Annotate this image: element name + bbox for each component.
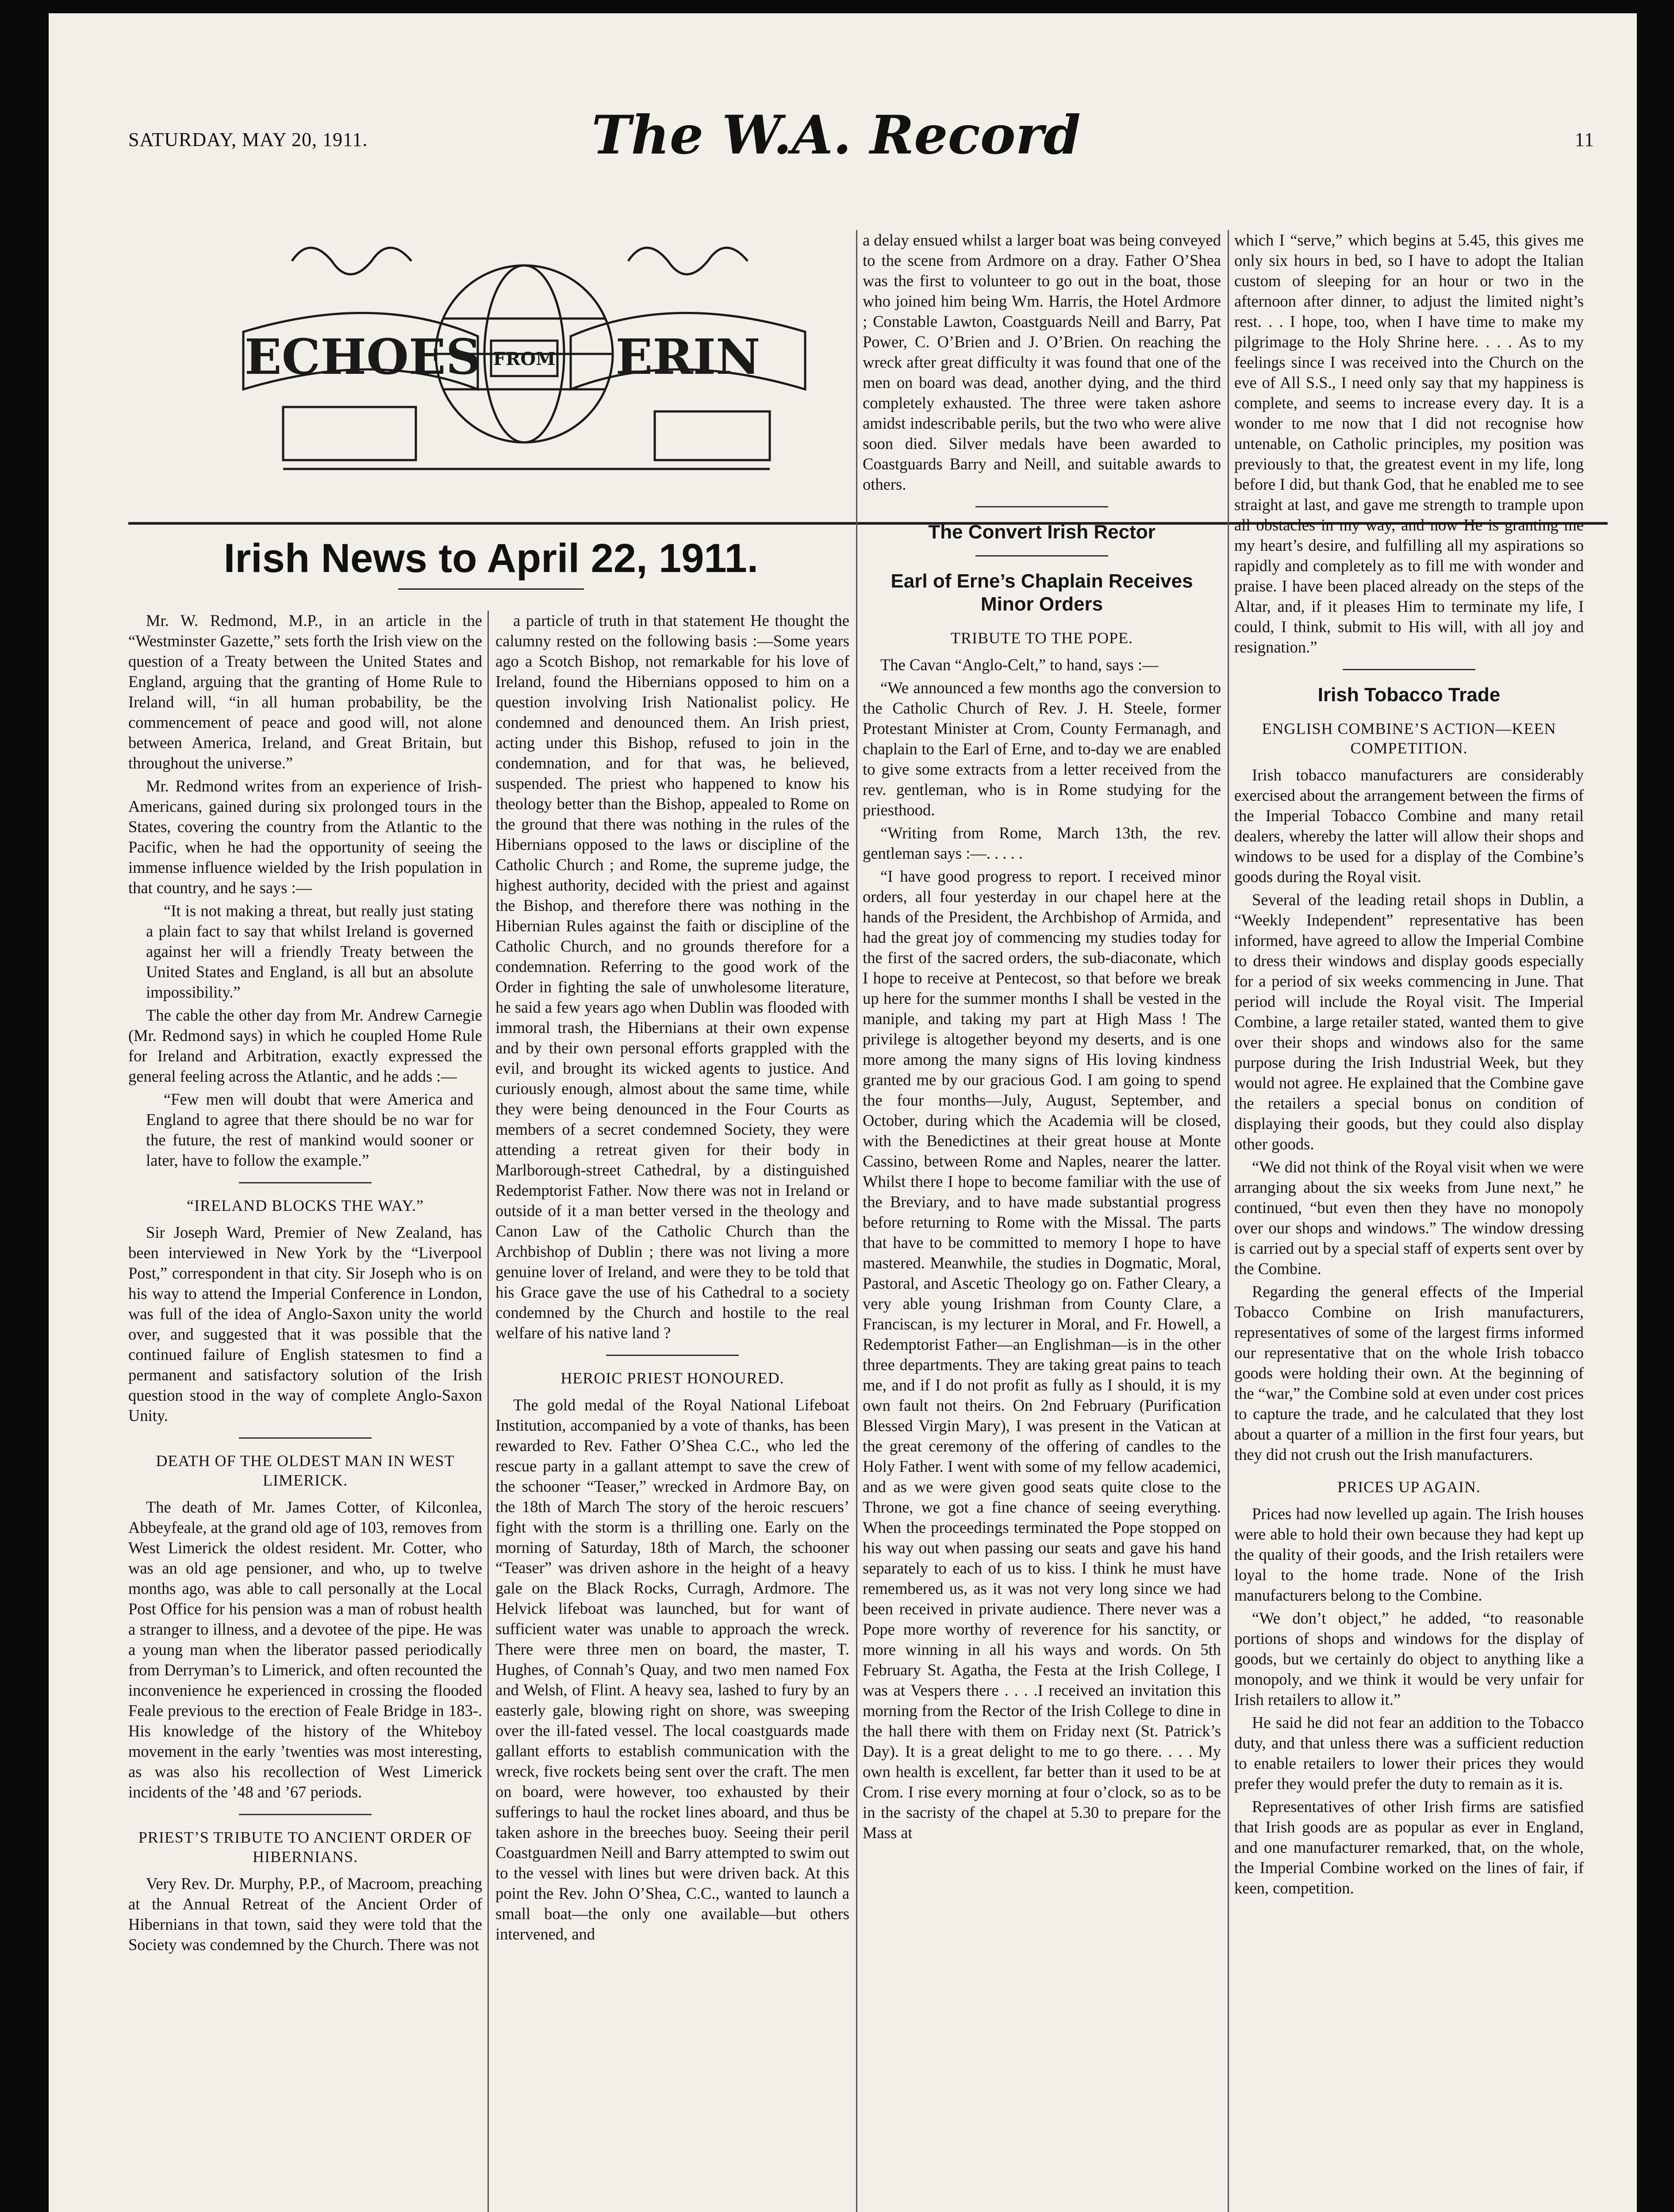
column-2 [495, 611, 849, 1947]
article-paragraph: “We did not think of the Royal visit when we were arranging about the six weeks from June next,” he continued, “but even then they have no monopoly over our shops and windows.” The window dressing is carried out by a special staff of experts sent over by the Combine. [1234, 1158, 1584, 1278]
article-paragraph: Very Rev. Dr. Murphy, P.P., of Macroom, preaching at the Annual Retreat of the Ancient Order of Hibernians in that town, said they were told that the Society was condemned by the Church. There was not [128, 1874, 482, 1954]
article-separator [606, 1355, 739, 1356]
article-paragraph: “We don’t object,” he added, “to reasonable portions of shops and windows for the display of goods, but we certainly do object to anything like a monopoly, and we think it would be very unfair for Irish retailers to allow it.” [1234, 1609, 1584, 1709]
article-paragraph: Prices had now levelled up again. The Irish houses were able to hold their own because they had kept up the quality of their goods, and the Irish retailers were loyal to the home trade. None of the Irish manufacturers belong to the Combine. [1234, 1505, 1584, 1604]
article-paragraph: The death of Mr. James Cotter, of Kilconlea, Abbeyfeale, at the grand old age of 103, removes from West Limerick the oldest resident. Mr. Cotter, who was an old age pensioner, and who, up to twelve months ago, was able to call personally at the Local Post Office for his pension was a man of robust health a stranger to illness, and a devotee of the pipe. He was a young man when the liberator passed periodically from Derryman’s to Limerick, and often recounted the inconvenience he experienced in crossing the flooded Feale previous to the erection of Feale Bridge in 183-. His knowledge of the history of the Whiteboy movement in the early ’twenties was most interesting, as was also his recollection of West Limerick incidents of the ’48 and ’67 periods. [128, 1498, 482, 1801]
logo-word-erin: ERIN [615, 328, 760, 385]
article-separator [239, 1437, 372, 1439]
echoes-from-erin-logo [230, 221, 818, 504]
article-subheading: DEATH OF THE OLDEST MAN IN WEST LIMERICK. [156, 1452, 455, 1489]
article-paragraph: The Cavan “Anglo-Celt,” to hand, says :— [880, 656, 1159, 674]
article-paragraph: Regarding the general effects of the Imperial Tobacco Combine on Irish manufacturers, representatives of some of the largest firms informed our representative that on the whole Irish tobacco goods were holding their own. At the beginning of the “war,” the Combine sold at even under cost prices to capture the trade, and he calculated that they lost about a quarter of a million in the first four years, but they did not crush out the Irish manufacturers. [1234, 1283, 1584, 1463]
article-separator [1343, 669, 1475, 670]
article-paragraph: The gold medal of the Royal National Lifeboat Institution, accompanied by a vote of thanks, has been rewarded to Rev. Father O’Shea C.C., who led the rescue party in a gallant attempt to save the crew of the schooner “Teaser,” wrecked in Ardmore Bay, on the 18th of March The story of the heroic rescuers’ fight with the storm is a thrilling one. Early on the morning of Saturday, 18th of March, the schooner “Teaser” was driven ashore in the height of a heavy gale on the Black Rocks, Curragh, Ardmore. The Helvick lifeboat was launched, but for want of sufficient water was unable to approach the wreck. There were three men on board, the master, T. Hughes, of Connah’s Quay, and two men named Fox and Welsh, of Flint. A heavy sea, lashed to fury by an easterly gale, blowing right on shore, was sweeping over the ill-fated vessel. The local coastguards made gallant efforts to establish communication with the wreck, five rockets being sent over the craft. The men on board, were however, too exhausted by their sufferings to haul the rocket lines aboard, and thus be taken ashore in the breeches buoy. Seeing their peril Coastguardmen Neill and Barry attempted to swim out to the vessel with lines but were driven back. At this point the Rev. John O’Shea, C.C., wanted to launch a small boat—the only one available—but others intervened, and [495, 1396, 849, 1943]
logo-word-echoes: ECHOES [244, 328, 481, 385]
column-rule [488, 611, 489, 2212]
issue-date: SATURDAY, MAY 20, 1911. [128, 129, 368, 150]
article-paragraph: Several of the leading retail shops in Dublin, a “Weekly Independent” representative has been informed, have agreed to allow the Imperial Combine to dress their windows and display goods especially for a period of six weeks commencing in June. That period will include the Royal visit. The Imperial Combine, a large retailer stated, wanted them to give over their shops and windows also for the same purpose during the Irish Industrial Week, but they would not agree. He explained that the Combine gave the retailers a special bonus on condition of displaying their goods, but they could also display other goods. [1234, 891, 1584, 1153]
article-paragraph: Mr. W. Redmond, M.P., in an article in the “Westminster Gazette,” sets forth the Irish view on the question of a Treaty between the United States and England, arguing that the granting of Home Rule to Ireland will, “in all human probability, be the commencement of peace and good will, not alone between America, Ireland, and Great Britain, but throughout the universe.” [128, 611, 482, 772]
article-paragraph: “We announced a few months ago the conversion to the Catholic Church of Rev. J. H. Steele, former Protestant Minister at Crom, County Fermanagh, and chaplain to the Earl of Erne, and to-day we are enabled to give some extracts from a letter received from the rev. gentleman, who is in Rome studying for the priesthood. [863, 679, 1221, 819]
article-subheading: PRIEST’S TRIBUTE TO ANCIENT ORDER OF HIBERNIANS. [138, 1828, 472, 1866]
article-paragraph: “I have good progress to report. I received minor orders, all four yesterday in our chapel here at the hands of the President, the Archbishop of Armida, and had the great joy of commencing my studies today for the first of the sacred orders, the sub-diaconate, which I hope to receive at Pentecost, so that before we break up here for the summer months I shall be vested in the maniple, and taking my part at High Mass ! The privilege is altogether beyond my deserts, and is one more among the many signs of His loving kindness granted me by our gracious God. I am going to spend the four months—July, August, September, and October, during which the Academia will be closed, with the Benedictines at their great house at Monte Cassino, between Rome and Naples, nearer the latter. Whilst there I hope to become familiar with the use of the Breviary, and to have made substantial progress before returning to Rome with the Missal. The parts that have to be committed to memory I hope to have mastered. Meanwhile, the studies in Dogmatic, Moral, Pastoral, and Ascetic Theology go on. Father Cleary, a very able young Irishman from County Clare, a Franciscan, is my lecturer in Moral, and Fr. Howell, a Redemptorist Father—an Englishman—is in the other three departments. They are taking great pains to teach me, and if I do not profit as fully as I should, it is my own fault not theirs. On 2nd February (Purification Blessed Virgin Mary), I was present in the Vatican at the great ceremony of the offering of candles to the Holy Father. I went with some of my fellow academici, and as we were given good seats quite close to the Throne, we got a fine chance of seeing everything. When the proceedings terminated the Pope stopped on his way out when passing our seats and gave his hand separately to each of us to kiss. I think he must have remembered us, as it was not very long since we had been received in private audience. There never was a Pope more worthy of reverence for his sanctity, or more winning in all his ways and words. On 5th February St. Agatha, the Festa at the Irish College, I was at Vespers there . . . .I received an invitation this morning from the Rector of the Irish College to dine in the hall there with them on Friday next (St. Patrick’s Day). It is a great delight to me to go there. . . . My own health is excellent, far better than it used to be at Crom. I rise every morning at four o’clock, so as to be in the sacristy of the chapel at 5.30 to prepare for the Mass at [863, 867, 1221, 1842]
article-subheading: PRICES UP AGAIN. [1337, 1478, 1481, 1496]
column-4 [1234, 230, 1584, 1901]
article-separator [975, 506, 1108, 507]
article-headline: Earl of Erne’s Chaplain Receives Minor Orders [891, 570, 1193, 615]
column-rule [856, 230, 857, 2212]
article-separator [975, 555, 1108, 557]
article-separator [239, 1182, 372, 1183]
article-subheading: “IRELAND BLOCKS THE WAY.” [187, 1197, 424, 1214]
column-3 [863, 230, 1221, 1846]
article-subheading: TRIBUTE TO THE POPE. [950, 629, 1133, 647]
column-rule [1228, 230, 1229, 2212]
logo-word-from: FROM [493, 349, 556, 369]
article-paragraph: Sir Joseph Ward, Premier of New Zealand, has been interviewed in New York by the “Liverpool Post,” correspondent in that city. Sir Joseph who is on his way to attend the Imperial Conference in London, was full of the idea of Anglo-Saxon unity the world over, and suggested that it was possible that the continued failure of English statesmen to find a permanent and satisfactory solution of the Irish question stood in the way of complete Anglo-Saxon Unity. [128, 1223, 482, 1425]
page-number: 11 [1574, 129, 1594, 150]
article-separator [239, 1814, 372, 1815]
quoted-paragraph: “Few men will doubt that were America and England to agree that there should be no war for the future, the rest of mankind would sooner or later, have to follow the example.” [146, 1090, 473, 1169]
quoted-paragraph: “It is not making a threat, but really just stating a plain fact to say that whilst Ireland is governed against her will a friendly Treaty between the United States and England, is all but an absolute impossibility.” [146, 902, 473, 1001]
article-paragraph: Representatives of other Irish firms are satisfied that Irish goods are as popular as ever in England, and one manufacturer remarked, that, on the whole, the Imperial Combine worked on the lines of fair, if keen, competition. [1234, 1797, 1584, 1897]
section-title: Irish News to April 22, 1911. [223, 536, 759, 581]
article-headline: The Convert Irish Rector [928, 521, 1156, 543]
masthead: The W.A. Record [591, 104, 1081, 166]
article-subheading: ENGLISH COMBINE’S ACTION—KEEN COMPETITION. [1262, 720, 1556, 757]
article-paragraph: He said he did not fear an addition to the Tobacco duty, and that unless there was a sufficient reduction to enable retailers to lower their prices they would prefer they would prefer the duty to remain as it is. [1234, 1713, 1584, 1793]
article-paragraph: a particle of truth in that statement He thought the calumny rested on the following basis :—Some years ago a Scotch Bishop, not remarkable for his love of Ireland, found the Hibernians opposed to him on a question involving Irish Nationalist policy. He condemned and denounced them. An Irish priest, acting under this Bishop, refused to join in the condemnation, and for that was, he believed, suspended. The priest who happened to know his theology better than the Bishop, appealed to Rome on the ground that there was nothing in the rules of the Hibernians opposed to the laws or discipline of the Catholic Church ; and Rome, the supreme judge, the highest authority, decided with the priest and against the Bishop, and therefore there was nothing in the Hibernian Rules against the faith or discipline of the Catholic Church, and no grounds therefore for a condemnation. Referring to the good work of the Order in fighting the sale of unwholesome literature, he said a few years ago when Dublin was flooded with immoral trash, the Hibernians at their own expense and by their own personal efforts grappled with the evil, and brought its wicked agents to justice. And curiously enough, almost about the same time, while they were being denounced in the Four Courts as members of a secret condemned Society, they were attending a retreat given for their body in Marlborough-street Cathedral, by a distinguished Redemptorist Father. Now there was not in Ireland or outside of it a man better versed in the theology and Canon Law of the Catholic Church than the Archbishop of Dublin ; there was not living a more genuine lover of Ireland, and were they to be told that his Grace gave the use of his Cathedral to a society condemned by the Church and hostile to the real welfare of his native land ? [495, 611, 849, 1342]
article-paragraph: “Writing from Rome, March 13th, the rev. gentleman says :—. . . . . [863, 824, 1221, 862]
article-paragraph: a delay ensued whilst a larger boat was being conveyed to the scene from Ardmore on a dray. Father O’Shea was the first to volunteer to go out in the boat, those who joined him being Wm. Harris, the Hotel Ardmore ; Constable Lawton, Coastguards Neill and Barry, Pat Power, C. O’Brien and J. O’Brien. On reaching the wreck after great difficulty it was found that one of the men on board was dead, another dying, and the third completely exhausted. The three were taken ashore amidst indescribable perils, but the two who were alive soon died. Silver medals have been awarded to Coastguards Barry and Neill, and suitable awards to others. [863, 231, 1221, 493]
article-paragraph: which I “serve,” which begins at 5.45, this gives me only six hours in bed, so I have to adopt the Italian custom of sleeping for an hour or two in the afternoon after dinner, to adjust the limited night’s rest. . . I hope, too, when I have time to make my pilgrimage to the Holy Shrine here. . . . As to my feelings since I was received into the Church on the eve of All S.S., I need only say that my happiness is complete, and seems to increase every day. It is a wonder to me now that I did not recognise how untenable, on Catholic principles, my position was previously to that, the greatest event in my life, long before I did, but thank God, that he enabled me to see straight at last, and gave me strength to trample upon all obstacles in my way, and now He is granting me my heart’s desire, and fulfilling all my aspirations so rapidly and completely as to fill me with wonder and praise. I have been placed already on the steps of the Altar, and, if it pleases Him to terminate my life, I could, I think, submit to His will, with all joy and resignation.” [1234, 231, 1584, 656]
column-1 [128, 611, 482, 1958]
article-paragraph: Mr. Redmond writes from an experience of Irish-Americans, gained during six prolonged tours in the States, covering the country from the Atlantic to the Pacific, when he had the opportunity of seeing the immense influence wielded by the Irish population in that country, and he says :— [128, 777, 482, 897]
article-headline: Irish Tobacco Trade [1317, 684, 1501, 706]
article-subheading: HEROIC PRIEST HONOURED. [561, 1369, 784, 1387]
article-paragraph: The cable the other day from Mr. Andrew Carnegie (Mr. Redmond says) in which he coupled Home Rule for Ireland and Arbitration, exactly expressed the general feeling across the Atlantic, and he adds :— [128, 1006, 482, 1085]
title-rule [398, 588, 584, 590]
article-paragraph: Irish tobacco manufacturers are considerably exercised about the arrangement between the firms of the Imperial Tobacco Combine and many retail dealers, whereby the latter will allow their shops and windows to be used for a display of the Combine’s goods during the Royal visit. [1234, 766, 1584, 886]
